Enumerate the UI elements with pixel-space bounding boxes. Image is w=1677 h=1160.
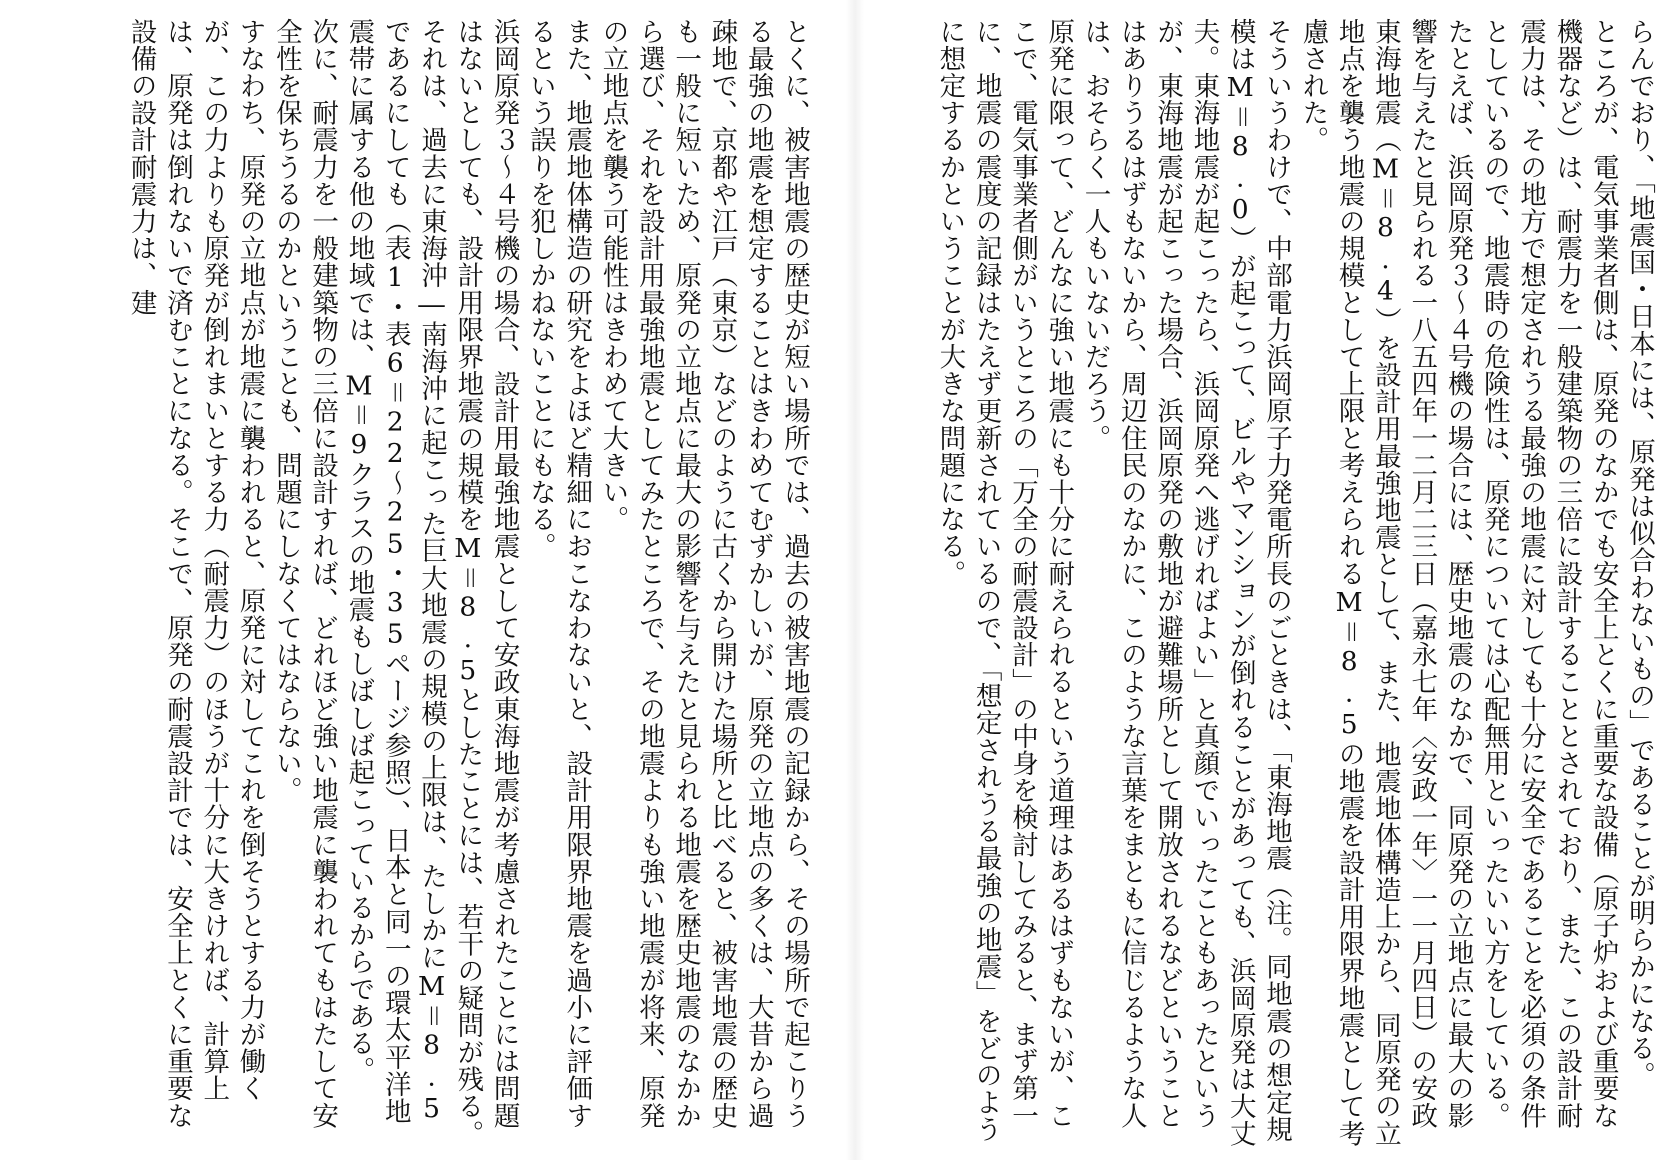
- paragraph: また、地震地体構造の研究をよほど精細におこなわないと、設計用限界地震を過小に評価するという誤りを犯しかねないことにもなる。: [524, 18, 593, 1130]
- paragraph: 次に、耐震力を一般建築物の三倍に設計すれば、どれほど強い地震に襲われてもはたして安全性を保ちうるのかということも、問題にしなくてはならない。: [270, 18, 339, 1130]
- right-page-text-column: [870, 18, 1657, 1148]
- page-gutter: [846, 0, 864, 1160]
- paragraph: とくに、被害地震の歴史が短い場所では、過去の被害地震の記録から、その場所で起こりうる最強の地震を想定することはきわめてむずかしいが、原発の立地点の多くは、大昔から過疎地で、京都や江戸（東京）などのように古くから開けた場所と比べると、被害地震の歴史も一般に短いため、原発の立地点に最大の影響を与えたと見られる地震を歴史地震のなかから選び、それを設計用最強地震としてみたところで、その地震よりも強い地震が将来、原発の立地点を襲う可能性はきわめて大きい。: [597, 18, 810, 1130]
- paragraph: そういうわけで、中部電力浜岡原子力発電所長のごときは、「東海地震（注。同地震の想定規模はM＝8.0）が起こって、ビルやマンションが倒れることがあっても、浜岡原発は大丈夫。東海地震が起こったら、浜岡原発へ逃げればよい」と真顔でいったこともあったというが、東海地震が起こった場合、浜岡原発の敷地が避難場所として開放されるなどということはありうるはずもないから、周辺住民のなかに、このような言葉をまともに信じるような人は、おそらく一人もいないだろう。: [1079, 18, 1293, 1148]
- paragraph: たとえば、浜岡原発３～４号機の場合には、歴史地震のなかで、同原発の立地点に最大の影響を与えたと見られる一八五四年一二月二三日（嘉永七年〈安政一年〉一一月四日）の安政東海地震（M＝8.4）を設計用最強地震として、また、地震地体構造上から、同原発の立地点を襲う地震の規模として上限と考えられるM＝8.5の地震を設計用限界地震として考慮された。: [1297, 18, 1474, 1148]
- left-page-text-column: [2, 18, 812, 1148]
- paragraph: ところが、電気事業者側は、原発のなかでも安全上とくに重要な設備（原子炉および重要な機器など）は、耐震力を一般建築物の三倍に設計することとされており、また、この設計耐震力は、その地方で想定されうる最強の地震に対しても十分に安全であることを必須の条件としているので、地震時の危険性は、原発については心配無用といったいい方をしている。: [1478, 18, 1619, 1130]
- paragraph: 原発に限って、どんなに強い地震にも十分に耐えられるという道理はあるはずもないが、ここで、電気事業者側がいうところの「万全の耐震設計」の中身を検討してみると、まず第一に、地震の震度の記録はたえず更新されているので、「想定されうる最強の地震」をどのように想定するかということが大きな問題になる。: [934, 18, 1075, 1143]
- paragraph: 浜岡原発３～４号機の場合、設計用最強地震として安政東海地震が考慮されたことには問題はないとしても、設計用限界地震の規模をM＝8.5としたことには、若干の疑問が残る。それは、過去に東海沖―南海沖に起こった巨大地震の規模の上限は、たしかにM＝8.5であるにしても（表1・表6＝22～25・35ページ参照）、日本と同一の環太平洋地震帯に属する他の地域では、M＝9クラスの地震もしばしば起こっているからである。: [343, 18, 520, 1148]
- right-page: [870, 0, 1677, 1160]
- paragraph: らんでおり、「地震国・日本には、原発は似合わないもの」であることが明らかになる。: [1624, 18, 1655, 1089]
- paragraph: すなわち、原発の立地点が地震に襲われると、原発に対してこれを倒そうとする力が働くが、この力よりも原発が倒れまいとする力（耐震力）のほうが十分に大きければ、計算上は、原発は倒れないで済むことになる。そこで、原発の耐震設計では、安全上とくに重要な設備の設計耐震力は、建: [125, 18, 266, 1130]
